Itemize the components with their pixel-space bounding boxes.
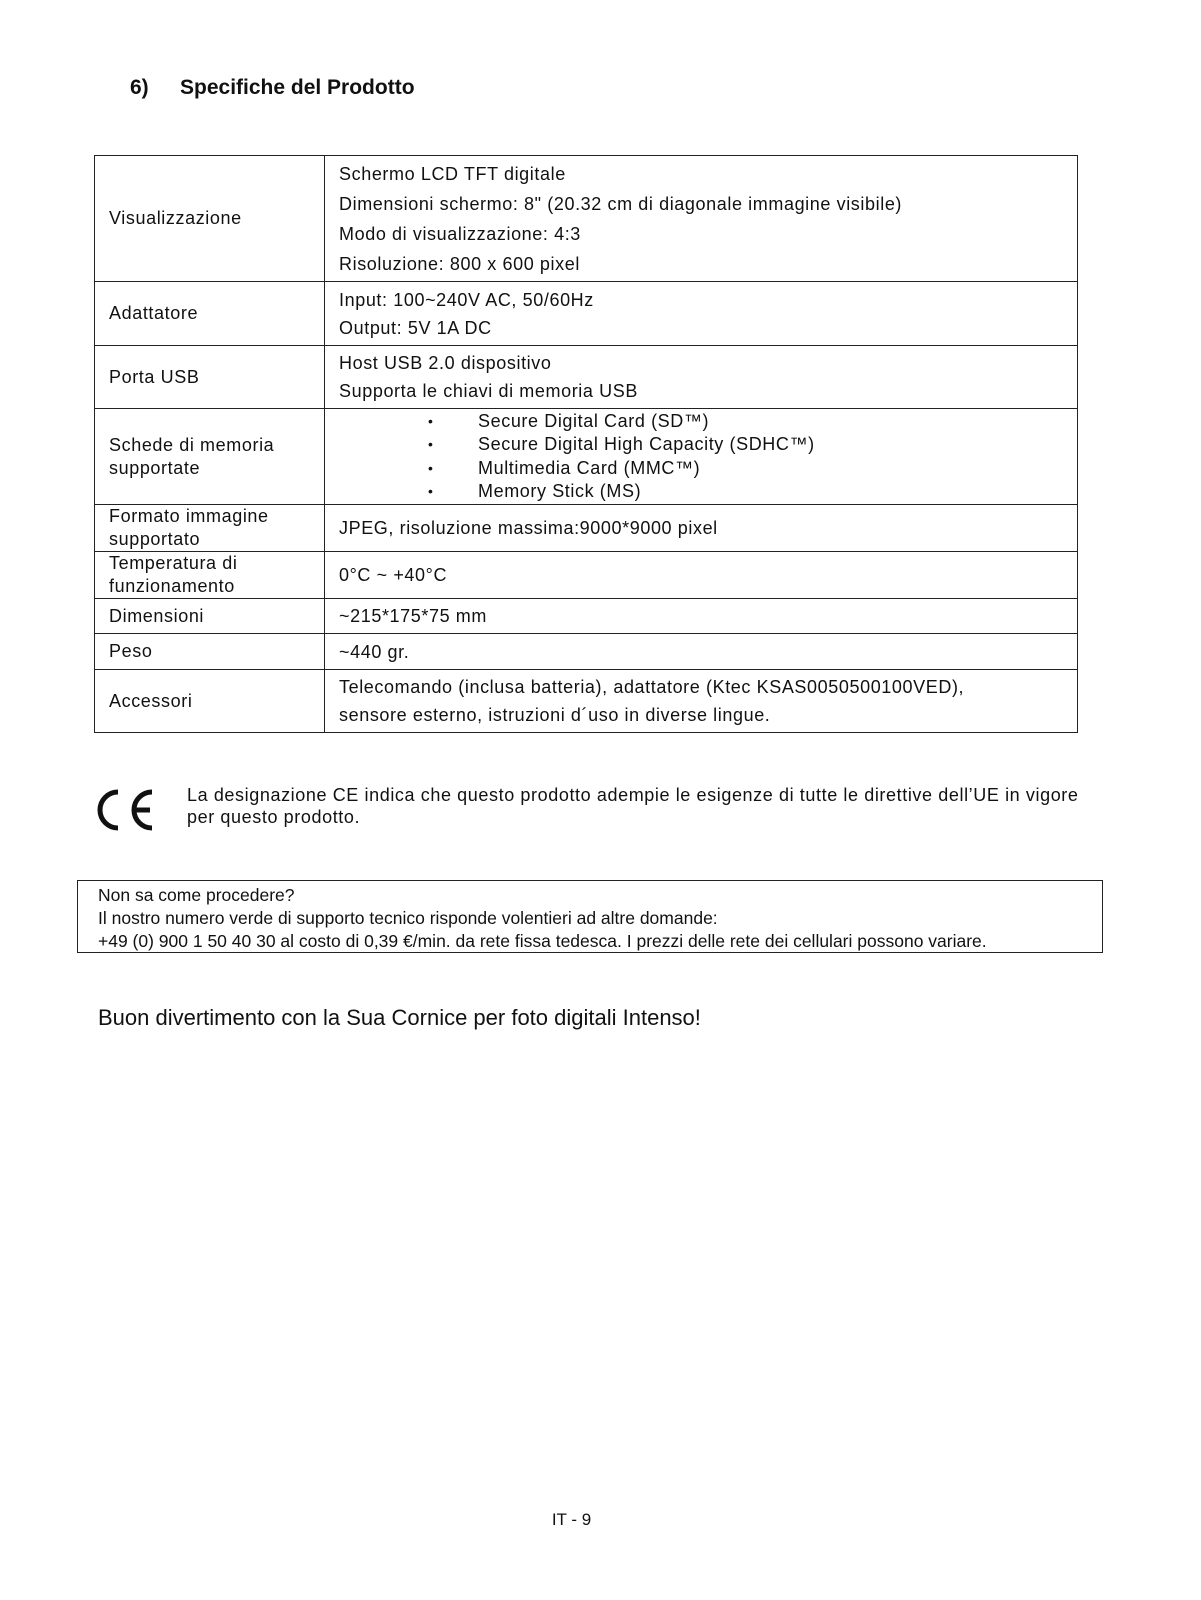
spec-row-dimensions xyxy=(95,599,1078,634)
page-number: IT - 9 xyxy=(551,1510,592,1529)
spec-label: Porta USB xyxy=(95,346,325,409)
spec-values xyxy=(325,409,1078,505)
spec-row-memory-cards xyxy=(95,409,1078,505)
spec-values xyxy=(325,670,1078,733)
spec-label: Dimensioni xyxy=(95,599,325,634)
spec-value: 0°C ~ +40°C xyxy=(339,565,448,585)
spec-row-image-format xyxy=(95,505,1078,552)
spec-value: Risoluzione: 800 x 600 pixel xyxy=(339,253,580,274)
spec-value: Output: 5V 1A DC xyxy=(339,317,492,338)
section-number: 6) xyxy=(130,76,149,99)
specifications-table xyxy=(94,155,1078,733)
spec-value: Host USB 2.0 dispositivo xyxy=(339,353,552,373)
spec-label: Temperatura di funzionamento xyxy=(95,552,325,599)
section-heading xyxy=(130,76,415,100)
spec-value: Supporta le chiavi di memoria USB xyxy=(339,381,638,401)
section-title: Specifiche del Prodotto xyxy=(180,76,415,99)
spec-value: sensore esterno, istruzioni d´uso in diverse lingue. xyxy=(339,705,771,725)
spec-row-display xyxy=(95,156,1078,282)
spec-value: Modo di visualizzazione: 4:3 xyxy=(339,223,581,244)
list-item: • Memory Stick (MS) xyxy=(339,480,1077,504)
spec-label: Schede di memoria supportate xyxy=(95,409,325,505)
memory-card-list xyxy=(339,410,1077,504)
spec-label: Adattatore xyxy=(95,282,325,346)
spec-label: Formato immagine supportato xyxy=(95,505,325,552)
spec-row-temperature xyxy=(95,552,1078,599)
spec-value: JPEG, risoluzione massima:9000*9000 pixel xyxy=(339,518,718,538)
spec-row-weight xyxy=(95,634,1078,670)
list-item: • Multimedia Card (MMC™) xyxy=(339,457,1077,481)
spec-values xyxy=(325,505,1078,552)
spec-label: Accessori xyxy=(95,670,325,733)
support-hotline-intro: Il nostro numero verde di supporto tecnico risponde volentieri ad altre domande: xyxy=(98,908,718,928)
support-info-box xyxy=(77,880,1103,953)
spec-row-usb xyxy=(95,346,1078,409)
spec-value: Schermo LCD TFT digitale xyxy=(339,163,566,184)
spec-values xyxy=(325,634,1078,670)
spec-label: Visualizzazione xyxy=(95,156,325,282)
spec-value: Dimensioni schermo: 8" (20.32 cm di diagonale immagine visibile) xyxy=(339,193,903,214)
spec-value: ~215*175*75 mm xyxy=(339,606,487,626)
support-question: Non sa come procedere? xyxy=(98,885,295,905)
list-item: • Secure Digital Card (SD™) xyxy=(339,410,1077,434)
spec-value: Telecomando (inclusa batteria), adattatore (Ktec KSAS0050500100VED), xyxy=(339,677,965,697)
list-item: • Secure Digital High Capacity (SDHC™) xyxy=(339,433,1077,457)
spec-values xyxy=(325,552,1078,599)
spec-values xyxy=(325,282,1078,346)
support-hotline-number: +49 (0) 900 1 50 40 30 al costo di 0,39 €/min. da rete fissa tedesca. I prezzi delle rete dei cellulari possono variare. xyxy=(98,931,987,951)
ce-mark-icon xyxy=(92,788,156,832)
ce-description: La designazione CE indica che questo prodotto adempie le esigenze di tutte le direttive dell’UE in vigore per questo prodotto. xyxy=(187,785,1079,827)
spec-values xyxy=(325,156,1078,282)
spec-label: Peso xyxy=(95,634,325,670)
spec-value: ~440 gr. xyxy=(339,641,410,662)
spec-values xyxy=(325,346,1078,409)
spec-value: Input: 100~240V AC, 50/60Hz xyxy=(339,289,594,310)
spec-row-accessories xyxy=(95,670,1078,733)
spec-row-adapter xyxy=(95,282,1078,346)
closing-message: Buon divertimento con la Sua Cornice per foto digitali Intenso! xyxy=(98,1005,701,1030)
spec-values xyxy=(325,599,1078,634)
